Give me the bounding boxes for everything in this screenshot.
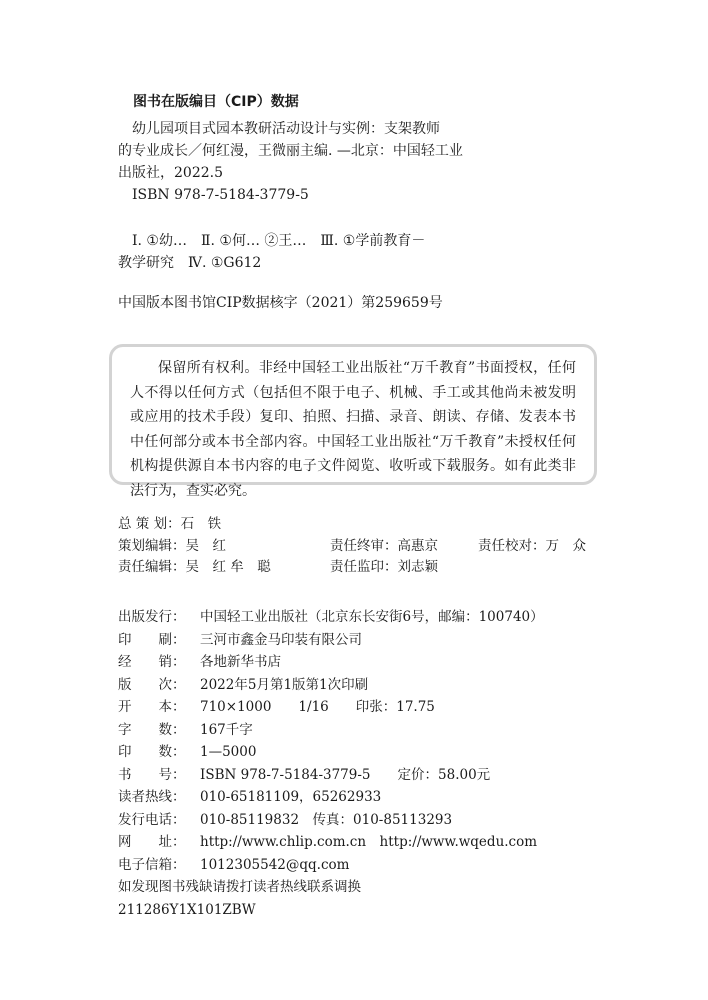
publication-row <box>118 809 544 832</box>
publication-value: 中国轻工业出版社（北京东长安街6号，邮编：100740） <box>200 609 544 625</box>
publication-row <box>118 674 544 697</box>
cip-title: 图书在版编目（CIP）数据 <box>133 94 299 110</box>
publication-label: 开 本： <box>118 699 186 715</box>
publication-value: 1—5000 <box>200 744 257 760</box>
responsible-editor-label: 责任编辑： <box>118 559 186 575</box>
publication-row <box>118 606 544 629</box>
cip-class-line-1: Ⅰ. ①幼… Ⅱ. ①何… ②王… Ⅲ. ①学前教育－ <box>132 233 426 249</box>
proofreader-label: 责任校对： <box>478 537 546 554</box>
planner-value: 石 铁 <box>180 516 222 532</box>
final-review-label: 责任终审： <box>330 537 398 554</box>
final-review-value: 高惠京 <box>397 537 438 554</box>
cip-classification <box>118 230 425 274</box>
editor-label: 策划编辑： <box>118 537 186 554</box>
publication-row <box>118 899 544 922</box>
publication-label: 电子信箱： <box>118 856 186 873</box>
publication-row <box>118 629 544 652</box>
copyright-notice-box <box>109 344 597 499</box>
editor-value: 吴 红 <box>185 537 226 554</box>
publication-label: 网 址： <box>118 834 186 850</box>
print-supervisor-label: 责任监印： <box>330 559 398 575</box>
cip-description <box>118 118 463 206</box>
cip-line-3: 出版社，2022.5 <box>118 165 223 181</box>
publication-value: ISBN 978-7-5184-3779-5 定价：58.00元 <box>200 766 491 783</box>
publication-value: 各地新华书店 <box>200 654 281 670</box>
publication-row <box>118 764 544 787</box>
publication-row <box>118 831 544 854</box>
staff-credits <box>118 514 586 579</box>
publication-label: 读者热线： <box>118 789 186 805</box>
publication-label: 字 数： <box>118 721 186 738</box>
print-supervisor-value: 刘志颖 <box>397 559 438 575</box>
copyright-notice-text: 保留所有权利。非经中国轻工业出版社“万千教育”书面授权，任何人不得以任何方式（包括但不限于电子、机械、手工或其他尚未被发明或应用的技术手段）复印、拍照、扫描、录音、朗读、存储、发表本书中任何部分或本书全部内容。中国轻工业出版社“万千教育”未授权任何机构提供源自本书内容的电子文件阅览、收听或下载服务。如有此类非法行为，查实必究。 <box>130 360 576 499</box>
cip-verification: 中国版本图书馆CIP数据核字（2021）第259659号 <box>118 295 443 311</box>
publication-label: 经 销： <box>118 654 186 670</box>
publication-value: 三河市鑫金马印装有限公司 <box>200 631 362 648</box>
publication-row <box>118 854 544 877</box>
cip-class-line-2: 教学研究 Ⅳ. ①G612 <box>118 255 262 271</box>
publication-value: 如发现图书残缺请拨打读者热线联系调换 <box>118 879 361 895</box>
publication-value: 010-65181109，65262933 <box>200 789 382 805</box>
publication-row <box>118 786 544 809</box>
planner-label: 总 策 划： <box>118 516 181 532</box>
publication-value: 010-85119832 传真：010-85113293 <box>200 811 453 828</box>
publication-value: 2022年5月第1版第1次印刷 <box>200 676 369 693</box>
cip-line-2: 的专业成长／何红漫，王微丽主编. —北京：中国轻工业 <box>118 143 463 159</box>
responsible-editor-value: 吴 红 牟 聪 <box>185 559 271 575</box>
publication-row <box>118 719 544 742</box>
publication-label: 书 号： <box>118 766 186 783</box>
cip-line-1: 幼儿园项目式园本教研活动设计与实例：支架教师 <box>132 121 440 137</box>
publication-value: http://www.chlip.com.cn http://www.wqedu.com <box>200 834 538 850</box>
publication-label: 出版发行： <box>118 609 186 625</box>
publication-info <box>118 606 544 921</box>
publication-value: 710×1000 1/16 印张：17.75 <box>200 699 435 715</box>
publication-value: 167千字 <box>200 721 253 738</box>
publication-row <box>118 876 544 899</box>
publication-label: 发行电话： <box>118 811 186 828</box>
publication-label: 印 数： <box>118 744 186 760</box>
publication-value: 211286Y1X101ZBW <box>118 901 256 918</box>
publication-label: 印 刷： <box>118 631 186 648</box>
cip-isbn: ISBN 978-7-5184-3779-5 <box>132 187 309 203</box>
publication-label: 版 次： <box>118 676 186 693</box>
publication-row <box>118 651 544 674</box>
proofreader-value: 万 众 <box>545 537 586 554</box>
publication-value: 1012305542@qq.com <box>200 856 350 873</box>
publication-row <box>118 696 544 719</box>
publication-row <box>118 741 544 764</box>
